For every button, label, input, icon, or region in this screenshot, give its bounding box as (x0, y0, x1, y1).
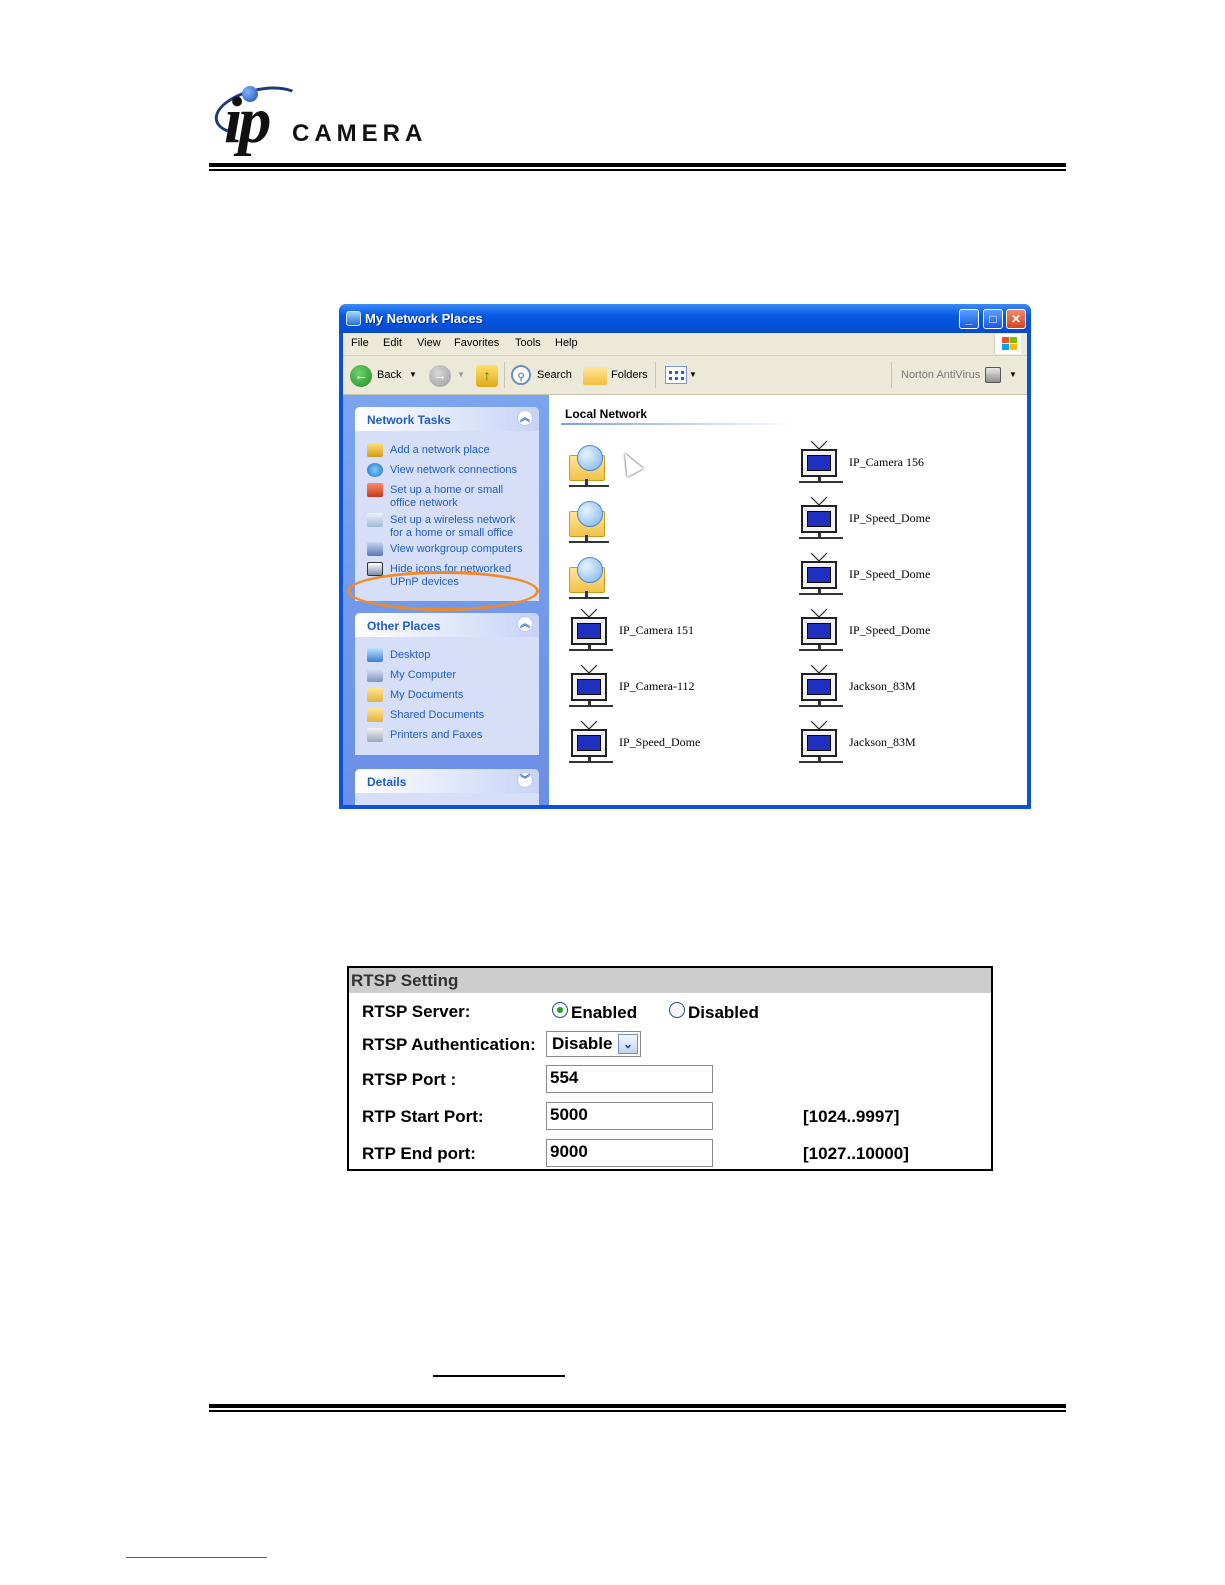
upnp-device-item[interactable] (565, 719, 765, 767)
home-network-icon (367, 483, 383, 497)
rtp-start-port-label: RTP Start Port: (362, 1107, 484, 1126)
rtp-start-port-range: [1024..9997] (803, 1107, 900, 1126)
upnp-device-icon (799, 497, 839, 541)
close-button[interactable]: ✕ (1006, 309, 1026, 329)
expand-chevron-icon[interactable]: ︾ (517, 772, 533, 788)
network-tasks-title: Network Tasks (367, 413, 451, 427)
place-my-documents[interactable]: My Documents (390, 689, 464, 701)
upnp-device-icon (799, 441, 839, 485)
upnp-device-item[interactable] (795, 663, 995, 711)
menu-bar (343, 333, 1027, 356)
footer-link-underline (126, 1557, 267, 1558)
network-places-icon (346, 311, 361, 326)
header-rule-thin (209, 169, 1066, 171)
details-title: Details (367, 775, 407, 789)
network-folder-icon (569, 499, 607, 539)
upnp-device-icon (799, 609, 839, 653)
window-title: My Network Places (365, 311, 483, 326)
upnp-device-icon (569, 665, 609, 709)
upnp-device-icon (799, 721, 839, 765)
upnp-device-item[interactable] (795, 719, 995, 767)
views-icon[interactable] (665, 366, 687, 384)
toolbar-separator (655, 362, 656, 388)
toolbar (343, 356, 1027, 395)
upnp-device-icon (799, 553, 839, 597)
rtsp-server-label: RTSP Server: (362, 1002, 471, 1021)
other-places-title: Other Places (367, 619, 441, 633)
menu-edit[interactable]: Edit (383, 337, 402, 349)
device-name: IP_Camera 151 (619, 623, 694, 637)
rtp-end-port-input[interactable]: 9000 (546, 1139, 713, 1167)
back-arrow-icon[interactable]: ← (350, 365, 372, 387)
search-button-label[interactable]: Search (537, 369, 572, 381)
desktop-icon (367, 648, 383, 662)
task-view-network-connections[interactable]: View network connections (390, 464, 517, 476)
enabled-radio-label[interactable]: Enabled (571, 1003, 638, 1022)
footer-rule-thin (209, 1410, 1066, 1412)
task-view-workgroup-computers[interactable]: View workgroup computers (390, 543, 523, 555)
menu-tools[interactable]: Tools (515, 337, 541, 349)
task-setup-wireless-network[interactable]: Set up a wireless network for a home or small office (390, 514, 516, 539)
up-folder-icon[interactable]: ↑ (476, 365, 498, 387)
local-network-view (549, 395, 1027, 805)
disabled-radio-label[interactable]: Disabled (688, 1003, 759, 1022)
device-name: IP_Camera 156 (849, 455, 924, 469)
window-body (343, 395, 1027, 805)
upnp-device-item[interactable] (565, 607, 765, 655)
rtp-end-port-label: RTP End port: (362, 1144, 476, 1163)
upnp-device-icon (569, 609, 609, 653)
forward-dropdown-icon[interactable]: ▼ (457, 370, 465, 379)
maximize-button[interactable]: □ (983, 309, 1003, 329)
folders-icon[interactable] (583, 367, 607, 385)
workgroup-computers-icon (367, 542, 383, 556)
details-panel (355, 769, 539, 805)
my-computer-icon (367, 668, 383, 682)
upnp-device-icon (799, 665, 839, 709)
rtsp-authentication-value: Disable (552, 1034, 613, 1053)
mouse-pointer-icon (617, 449, 643, 477)
menu-favorites[interactable]: Favorites (454, 337, 500, 349)
ip-camera-logo (214, 82, 454, 166)
views-dropdown-icon[interactable]: ▼ (689, 370, 697, 379)
toolbar-separator (504, 362, 505, 388)
upnp-device-icon (569, 721, 609, 765)
rtsp-header (349, 968, 991, 993)
rtsp-authentication-select[interactable] (546, 1031, 641, 1057)
upnp-device-item[interactable] (795, 439, 995, 487)
upnp-device-item[interactable] (795, 495, 995, 543)
group-divider (561, 423, 797, 425)
add-network-place-icon (367, 443, 383, 457)
forward-arrow-icon[interactable]: → (429, 365, 451, 387)
my-network-places-window (339, 304, 1031, 809)
rtp-start-port-input[interactable]: 5000 (546, 1102, 713, 1130)
minimize-button[interactable]: _ (959, 309, 979, 329)
place-shared-documents[interactable]: Shared Documents (390, 709, 485, 721)
upnp-device-item[interactable] (795, 607, 995, 655)
highlight-ring (347, 571, 539, 611)
menu-help[interactable]: Help (555, 337, 578, 349)
device-name: IP_Speed_Dome (849, 511, 931, 525)
wireless-network-icon (367, 513, 383, 527)
disabled-radio[interactable] (669, 1002, 685, 1018)
network-connections-icon (367, 463, 383, 477)
my-documents-icon (367, 688, 383, 702)
footer-rule (209, 1404, 1066, 1408)
chevron-down-icon[interactable]: ⌄ (618, 1034, 638, 1054)
menu-view[interactable]: View (417, 337, 441, 349)
rtsp-authentication-label: RTSP Authentication: (362, 1035, 536, 1054)
rtsp-title: RTSP Setting (351, 971, 459, 990)
details-header[interactable] (355, 769, 539, 793)
upnp-device-item[interactable] (795, 551, 995, 599)
device-name: IP_Speed_Dome (849, 567, 931, 581)
norton-dropdown-icon[interactable]: ▼ (1009, 370, 1017, 379)
network-tasks-header[interactable] (355, 407, 539, 431)
device-name: IP_Camera-112 (619, 679, 695, 693)
norton-antivirus-label[interactable]: Norton AntiVirus (901, 369, 981, 381)
menu-file[interactable]: File (351, 337, 369, 349)
rtsp-setting-panel (347, 966, 993, 1171)
printer-icon (367, 728, 383, 742)
search-icon[interactable]: ⚲ (511, 365, 531, 385)
rtp-end-port-range: [1027..10000] (803, 1144, 909, 1163)
rtsp-port-input[interactable]: 554 (546, 1065, 713, 1093)
place-printers-and-faxes[interactable]: Printers and Faxes (390, 729, 483, 741)
device-name: IP_Speed_Dome (849, 623, 931, 637)
network-tasks-panel (355, 407, 539, 601)
network-share-item[interactable] (565, 439, 765, 487)
device-name: Jackson_83M (849, 735, 916, 749)
collapse-chevron-icon[interactable]: ︽ (517, 616, 533, 632)
place-my-computer[interactable]: My Computer (390, 669, 457, 681)
logo-ip-text: ip (224, 84, 268, 157)
other-places-panel (355, 613, 539, 755)
task-setup-home-network[interactable]: Set up a home or small office network (390, 484, 504, 509)
header-rule (209, 163, 1066, 167)
norton-icon[interactable] (985, 367, 1001, 383)
logo-camera-text: CAMERA (292, 120, 428, 147)
enabled-radio[interactable] (552, 1002, 568, 1018)
text-underline (433, 1375, 565, 1377)
device-name: IP_Speed_Dome (619, 735, 701, 749)
back-button-label[interactable]: Back (377, 369, 402, 381)
network-share-item[interactable] (565, 495, 765, 543)
toolbar-separator (891, 362, 892, 388)
shared-documents-icon (367, 708, 383, 722)
task-add-network-place[interactable]: Add a network place (390, 444, 490, 456)
device-name: Jackson_83M (849, 679, 916, 693)
windows-logo-icon (994, 334, 1021, 354)
network-folder-icon (569, 443, 607, 483)
task-hide-upnp-icons[interactable]: Hide icons for networked UPnP devices (390, 563, 512, 588)
other-places-header[interactable] (355, 613, 539, 637)
network-share-item[interactable] (565, 551, 765, 599)
folders-button-label[interactable]: Folders (611, 369, 648, 381)
place-desktop[interactable]: Desktop (390, 649, 431, 661)
rtsp-port-label: RTSP Port : (362, 1070, 457, 1089)
network-folder-icon (569, 555, 607, 595)
upnp-device-icon (367, 562, 383, 576)
local-network-header: Local Network (565, 407, 648, 421)
task-sidebar (343, 395, 549, 805)
window-titlebar[interactable] (339, 304, 1031, 333)
back-dropdown-icon[interactable]: ▼ (409, 370, 417, 379)
upnp-device-item[interactable] (565, 663, 765, 711)
collapse-chevron-icon[interactable]: ︽ (517, 410, 533, 426)
